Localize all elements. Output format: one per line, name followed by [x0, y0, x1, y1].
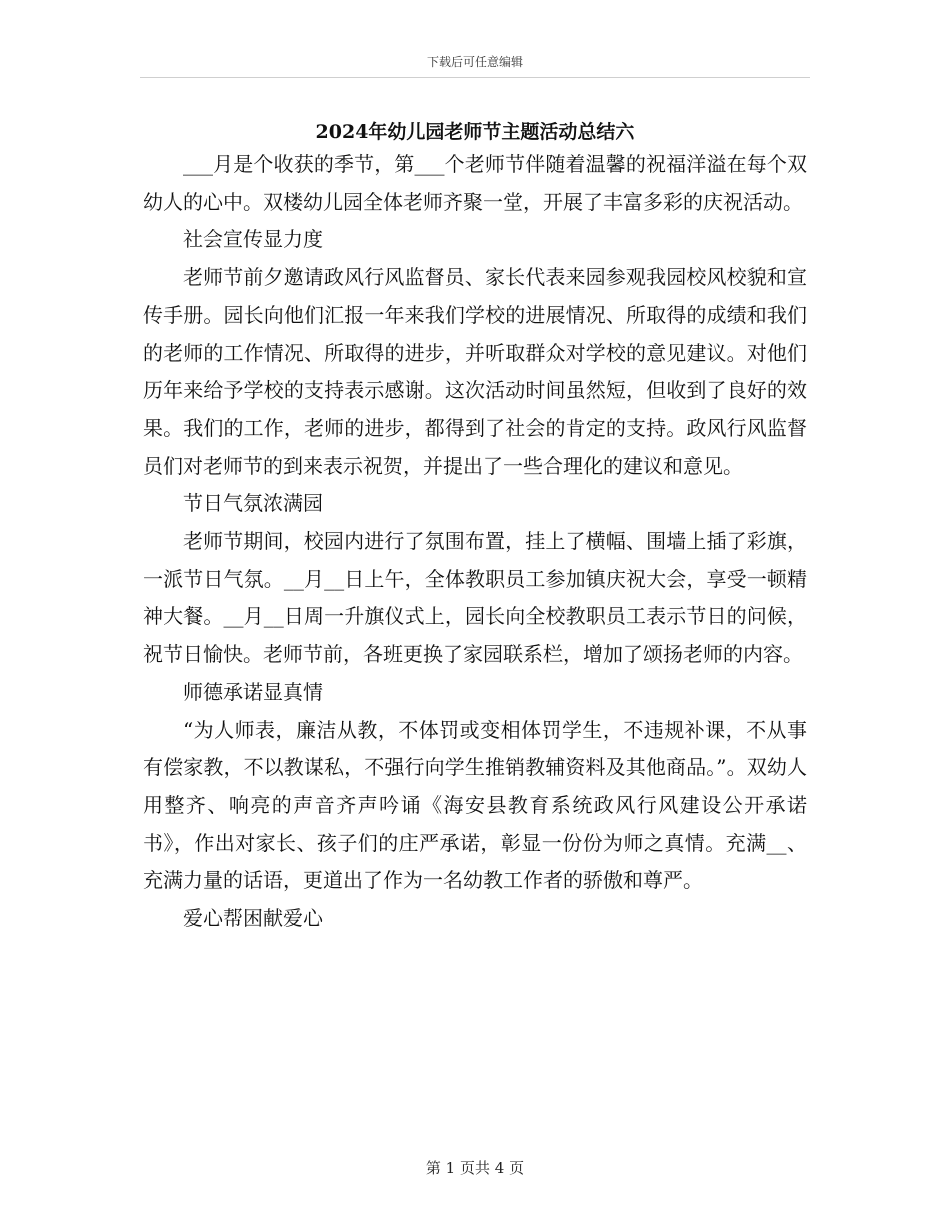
footer-suffix: 页: [509, 1159, 525, 1177]
page-footer: [0, 1157, 950, 1178]
footer-middle: 页共: [459, 1159, 490, 1177]
section-heading: 节日气氛浓满园: [183, 491, 323, 516]
paragraph: 老师节前夕邀请政风行风监督员、家长代表来园参观我园校风校貌和宣传手册。园长向他们汇报一年来我们学校的进展情况、所取得的成绩和我们的老师的工作情况、所取得的进步，并听取群众对学校的意见建议。对他们历年来给予学校的支持表示感谢。这次活动时间虽然短，但收到了良好的效果。我们的工作，老师的进步，都得到了社会的肯定的支持。政风行风监督员们对老师节的到来表示祝贺，并提出了一些合理化的建议和意见。: [143, 265, 807, 478]
page-header: 下载后可任意编辑: [426, 55, 523, 69]
page-number: 1: [445, 1159, 456, 1177]
document-title: 2024年幼儿园老师节主题活动总结六: [315, 121, 635, 143]
document-body: [143, 146, 807, 938]
paragraph: 老师节期间，校园内进行了氛围布置，挂上了横幅、围墙上插了彩旗，一派节日气氛。__月__日上午，全体教职员工参加镇庆祝大会，享受一顿精神大餐。__月__日周一升旗仪式上，园长向全校教职员工表示节日的问候，祝节日愉快。老师节前，各班更换了家园联系栏，增加了颂扬老师的内容。: [143, 529, 807, 667]
paragraph: ___月是个收获的季节，第___个老师节伴随着温馨的祝福洋溢在每个双幼人的心中。双楼幼儿园全体老师齐聚一堂，开展了丰富多彩的庆祝活动。: [143, 152, 807, 214]
page-total: 4: [494, 1159, 505, 1177]
section-heading: 社会宣传显力度: [183, 227, 323, 252]
section-heading: 爱心帮困献爱心: [183, 906, 323, 931]
footer-prefix: 第: [425, 1159, 441, 1177]
section-heading: 师德承诺显真情: [183, 679, 323, 704]
paragraph: “为人师表，廉洁从教，不体罚或变相体罚学生，不违规补课，不从事有偿家教，不以教谋私，不强行向学生推销教辅资料及其他商品。”。双幼人用整齐、响亮的声音齐声吟诵《海安县教育系统政风行风建设公开承诺书》，作出对家长、孩子们的庄严承诺，彰显一份份为师之真情。充满__、充满力量的话语，更道出了作为一名幼教工作者的骄傲和尊严。: [143, 717, 807, 893]
header-divider: [140, 77, 810, 78]
